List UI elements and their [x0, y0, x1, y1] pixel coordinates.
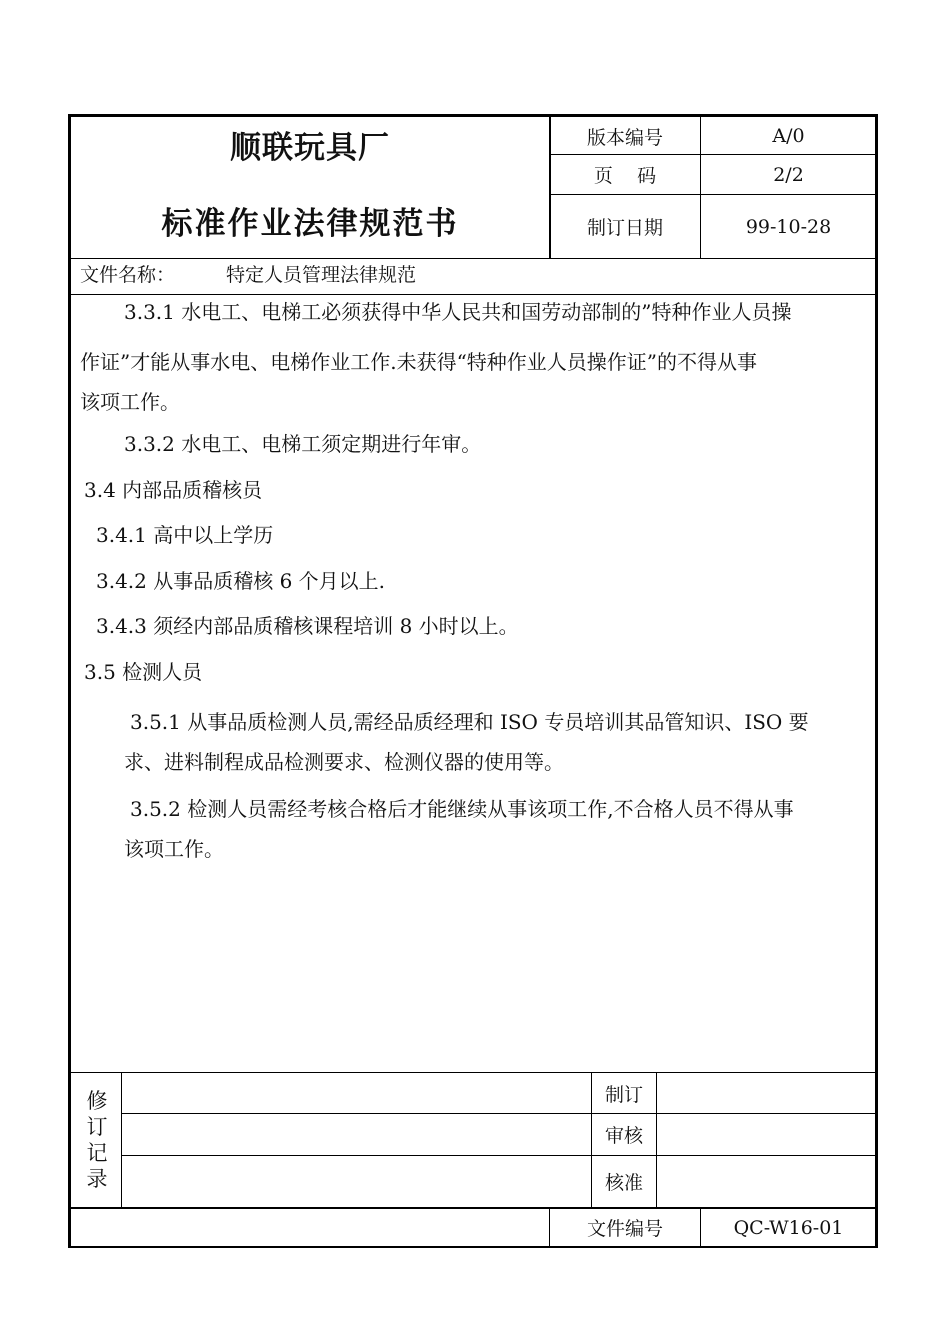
para-3-4-3: 3.4.3 须经内部品质稽核课程培训 8 小时以上。 [96, 614, 519, 638]
company-name: 顺联玩具厂 [230, 130, 390, 166]
review-label: 审核 [604, 1125, 643, 1147]
revision-label-char-1: 修 [86, 1089, 108, 1113]
document-title: 标准作业法律规范书 [161, 206, 459, 242]
para-3-3-1-line-1: 3.3.1 水电工、电梯工必须获得中华人民共和国劳动部制的”特种作业人员操 [124, 300, 792, 324]
revision-label-char-4: 录 [86, 1167, 108, 1191]
version-label: 版本编号 [586, 126, 663, 149]
para-3-5-2-line-1: 3.5.2 检测人员需经考核合格后才能继续从事该项工作,不合格人员不得从事 [130, 797, 794, 821]
para-3-3-1-line-3: 该项工作。 [80, 390, 180, 414]
header-bottom-line [70, 258, 876, 259]
revision-top-line [70, 1072, 876, 1073]
para-3-3-1-line-2: 作证”才能从事水电、电梯作业工作.未获得“特种作业人员操作证”的不得从事 [80, 350, 758, 374]
section-3-4-heading: 3.4 内部品质稽核员 [84, 478, 263, 502]
para-3-4-1: 3.4.1 高中以上学历 [96, 523, 274, 547]
page-label: 页 码 [593, 165, 657, 187]
date-label: 制订日期 [586, 217, 663, 239]
file-name-value: 特定人员管理法律规范 [226, 264, 417, 286]
approve-label: 核准 [604, 1172, 643, 1194]
revision-row-line-2 [121, 1155, 876, 1156]
file-name-label: 文件名称： [80, 264, 176, 286]
version-value: A/0 [772, 125, 805, 147]
make-label: 制订 [604, 1083, 643, 1106]
doc-number-label: 文件编号 [586, 1218, 663, 1240]
revision-record-label [72, 1074, 122, 1206]
para-3-4-2: 3.4.2 从事品质稽核 6 个月以上. [96, 569, 386, 593]
section-3-5-heading: 3.5 检测人员 [84, 660, 203, 684]
para-3-5-2-line-2: 该项工作。 [124, 837, 224, 861]
revision-label-char-2: 订 [86, 1115, 108, 1139]
doc-number-value: QC-W16-01 [733, 1216, 844, 1239]
revision-label-char-3: 记 [86, 1141, 108, 1165]
page-value: 2/2 [773, 163, 804, 186]
filename-bottom-line [70, 294, 876, 295]
revision-row-line-1 [121, 1113, 876, 1114]
para-3-3-2: 3.3.2 水电工、电梯工须定期进行年审。 [124, 432, 482, 456]
date-value: 99-10-28 [745, 215, 832, 238]
para-3-5-1-line-1: 3.5.1 从事品质检测人员,需经品质经理和 ISO 专员培训其品管知识、ISO 要 [130, 710, 809, 734]
revision-value-divider [656, 1072, 657, 1207]
para-3-5-1-line-2: 求、进料制程成品检测要求、检测仪器的使用等。 [124, 750, 564, 774]
